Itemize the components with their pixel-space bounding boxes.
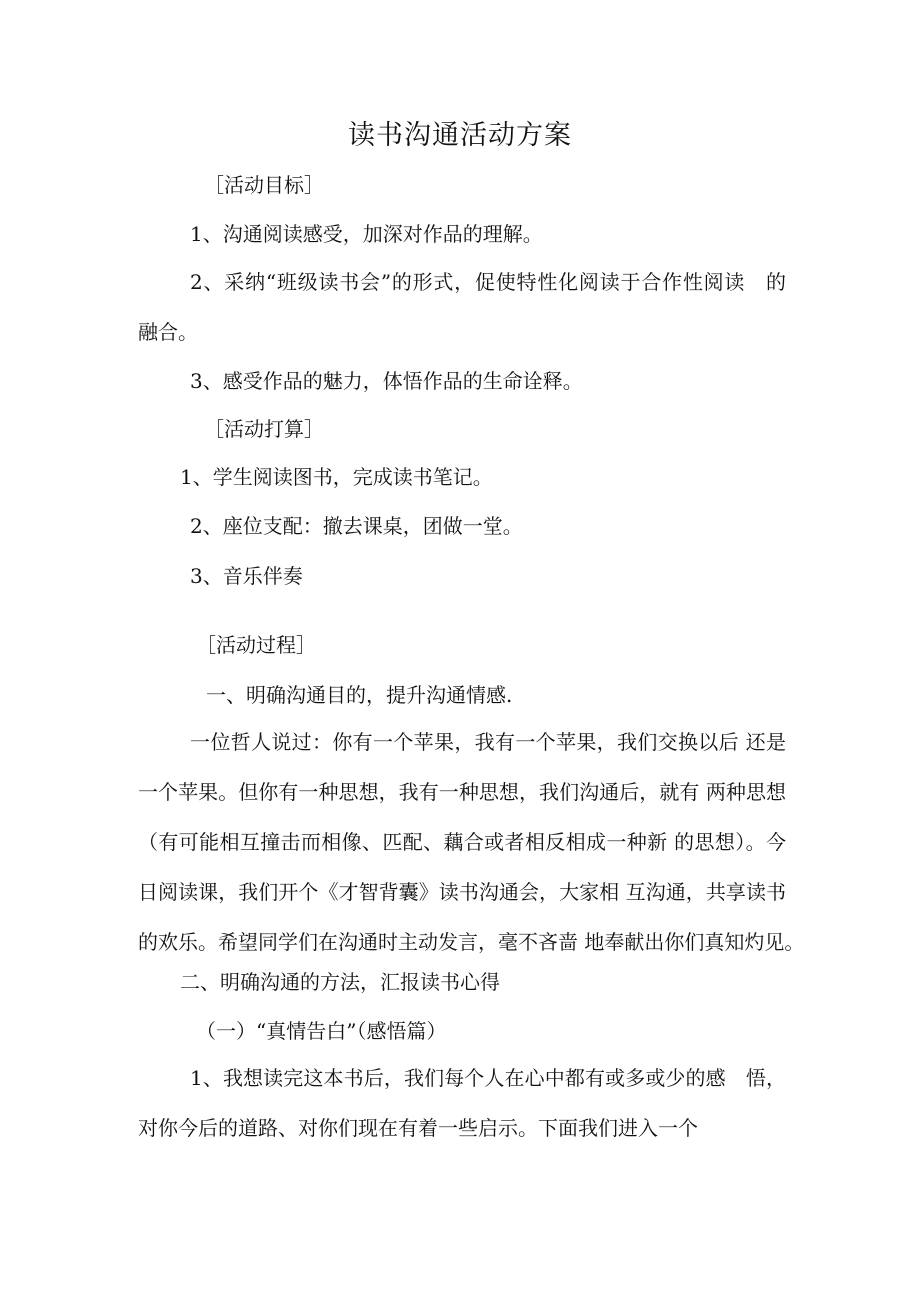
heading-goals: ［活动目标］ [204, 173, 324, 197]
quote-paragraph [138, 717, 805, 967]
goal-item-2-line-2: 融合。 [138, 320, 198, 344]
quote-line: 的欢乐。希望同学们在沟通时主动发言，毫不吝啬 地奉献出你们真知灼见。 [138, 930, 805, 954]
prep-item-3: 3、音乐伴奏 [190, 564, 303, 588]
quote-line: 日阅读课，我们开个《才智背囊》读书沟通会，大家相 互沟通，共享读书 [138, 880, 786, 904]
goal-item-3: 3、感受作品的魅力，体悟作品的生命诠释。 [190, 369, 583, 393]
quote-line: 一个苹果。但你有一种思想，我有一种思想，我们沟通后，就有 两种思想 [138, 780, 786, 804]
prep-item-2: 2、座位支配：撤去课桌，团做一堂。 [190, 514, 523, 538]
quote-line: 一位哲人说过：你有一个苹果，我有一个苹果，我们交换以后 还是 [190, 730, 786, 754]
goal-item-2 [138, 257, 786, 357]
subsection-1-item-1 [138, 1053, 786, 1153]
subsection-1-item-1-line: 1、我想读完这本书后，我们每个人在心中都有或多或少的感 悟， [190, 1066, 786, 1090]
document-title: 读书沟通活动方案 [348, 120, 572, 151]
goal-item-2-line-1: 2、采纳“班级读书会”的形式，促使特性化阅读于合作性阅读 的 [190, 270, 786, 294]
heading-prep: ［活动打算］ [204, 417, 324, 441]
heading-process: ［活动过程］ [196, 633, 316, 657]
subsection-1-heading: （一）“真情告白”（感悟篇） [196, 1019, 447, 1043]
prep-item-1: 1、学生阅读图书，完成读书笔记。 [180, 465, 493, 489]
process-step-2: 二、明确沟通的方法，汇报读书心得 [180, 970, 500, 994]
process-step-1: 一、明确沟通目的，提升沟通情感. [206, 683, 513, 707]
quote-line: （有可能相互撞击而相像、匹配、藕合或者相反相成一种新 的思想）。今 [138, 830, 786, 854]
subsection-1-item-1-line: 对你今后的道路、对你们现在有着一些启示。下面我们进入一个 [138, 1116, 698, 1140]
goal-item-1: 1、沟通阅读感受，加深对作品的理解。 [190, 222, 543, 246]
